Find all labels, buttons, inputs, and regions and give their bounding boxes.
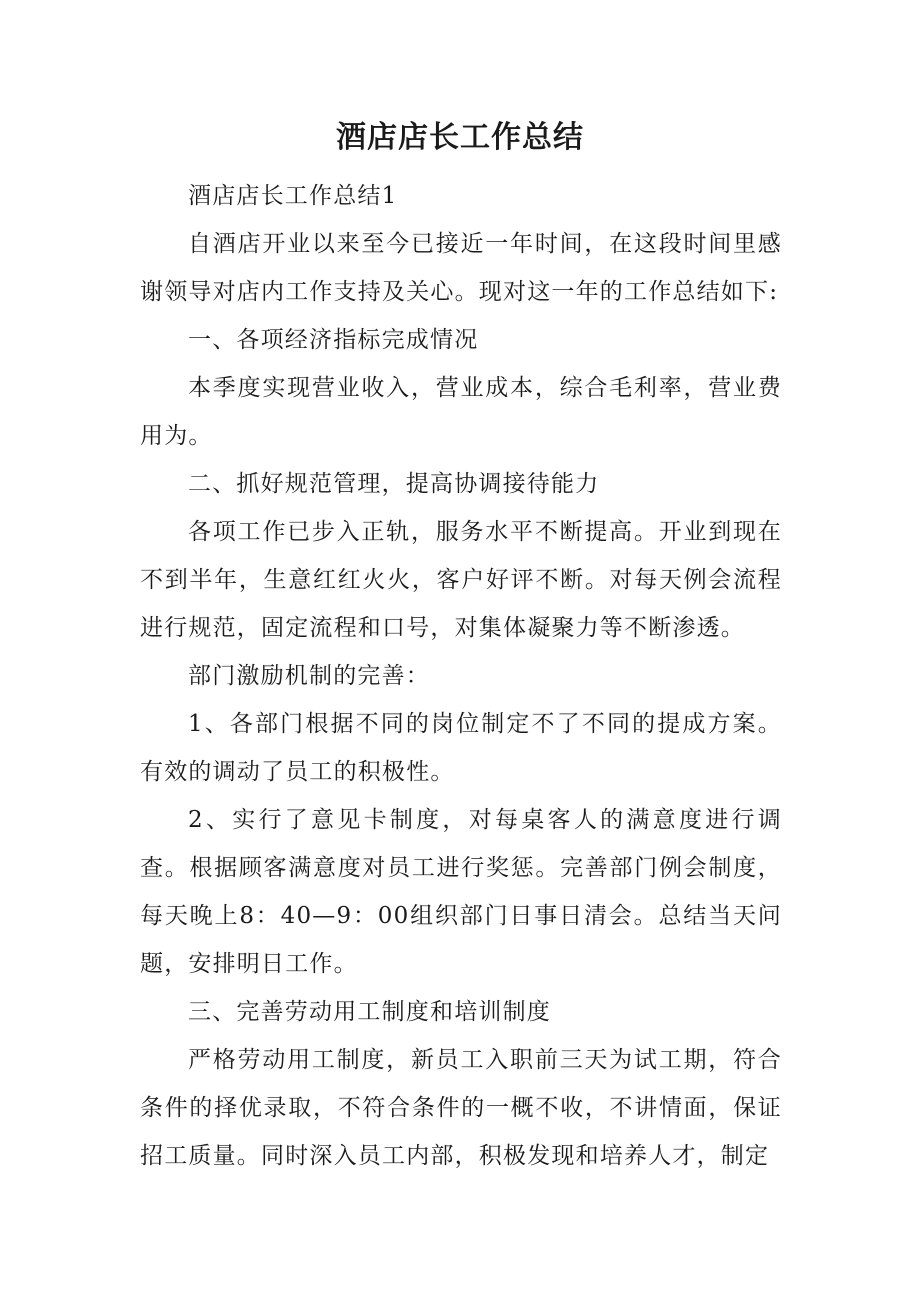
paragraph: 部门激励机制的完善： xyxy=(188,663,430,689)
paragraph: 本季度实现营业收入，营业成本，综合毛利率，营业费用为。 xyxy=(140,375,782,449)
document-title: 酒店店长工作总结 xyxy=(336,120,584,155)
paragraph: 自酒店开业以来至今已接近一年时间，在这段时间里感谢领导对店内工作支持及关心。现对这一年的工作总结如下: xyxy=(140,231,782,305)
paragraph: 严格劳动用工制度，新员工入职前三天为试工期，符合条件的择优录取，不符合条件的一概不收，不讲情面，保证招工质量。同时深入员工内部，积极发现和培养人才，制定 xyxy=(140,1047,782,1169)
section-heading: 一、各项经济指标完成情况 xyxy=(188,327,479,353)
list-item: 2、实行了意见卡制度，对每桌客人的满意度进行调查。根据顾客满意度对员工进行奖惩。完善部门例会制度，每天晚上8：40—9：00组织部门日事日清会。总结当天问题，安排明日工作。 xyxy=(140,807,782,977)
section-heading: 三、完善劳动用工制度和培训制度 xyxy=(188,999,551,1025)
list-item: 1、各部门根据不同的岗位制定不了不同的提成方案。有效的调动了员工的积极性。 xyxy=(140,711,782,785)
document-body xyxy=(140,172,782,1180)
section-heading: 酒店店长工作总结1 xyxy=(188,183,398,209)
paragraph: 各项工作已步入正轨，服务水平不断提高。开业到现在不到半年，生意红红火火，客户好评不断。对每天例会流程进行规范，固定流程和口号，对集体凝聚力等不断渗透。 xyxy=(140,519,782,641)
section-heading: 二、抓好规范管理，提高协调接待能力 xyxy=(188,471,600,497)
